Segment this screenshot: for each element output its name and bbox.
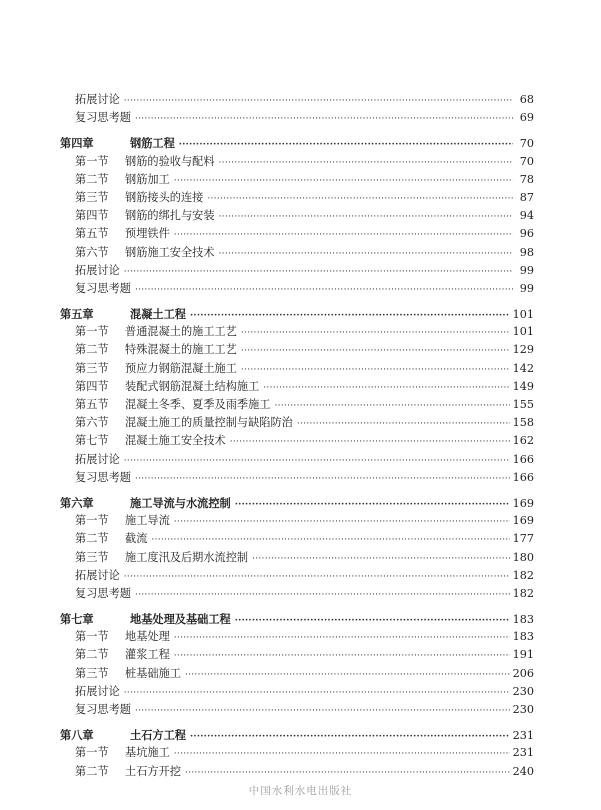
page-number: 78 (519, 172, 534, 186)
toc-entry[interactable]: 复习思考题 ····· 230 (60, 701, 534, 719)
chapter-number: 第六章 (60, 495, 94, 510)
page-number: 191 (512, 648, 534, 662)
chapter-title: 施工导流与水流控制 (130, 495, 231, 510)
dot-leader (174, 226, 513, 244)
dot-leader (174, 172, 513, 190)
toc-section[interactable]: 第二节 灌浆工程 ····· 191 (60, 646, 534, 664)
dot-leader (135, 586, 510, 604)
toc-section[interactable]: 第一节 基坑施工 ····· 231 (60, 744, 534, 762)
toc-section[interactable]: 第三节 钢筋接头的连接 ····· 87 (60, 189, 534, 207)
dot-leader (174, 513, 510, 531)
toc-section[interactable]: 第七节 混凝土施工安全技术 ····· 162 (60, 432, 534, 450)
dot-leader (219, 245, 513, 263)
dot-leader (297, 415, 510, 433)
toc-section[interactable]: 第五节 混凝土冬季、夏季及雨季施工 ····· 155 (60, 396, 534, 414)
page-number: 166 (512, 452, 534, 466)
page-number: 149 (512, 379, 534, 393)
page-number: 99 (519, 281, 534, 295)
page-number: 70 (519, 137, 534, 151)
toc-entry[interactable]: 拓展讨论 ····· 182 (60, 567, 534, 585)
chapter-title: 混凝土工程 (130, 307, 186, 322)
toc-section[interactable]: 第二节 土石方开挖 ····· 240 (60, 763, 534, 781)
dot-leader (274, 397, 509, 415)
dot-leader (241, 324, 510, 342)
page-number: 231 (512, 729, 534, 743)
toc-section[interactable]: 第三节 施工度汛及后期水流控制 ····· 180 (60, 549, 534, 567)
toc-entry[interactable]: 复习思考题 ····· 69 (60, 109, 534, 127)
toc-section[interactable]: 第四节 钢筋的绑扎与安装 ····· 94 (60, 207, 534, 225)
toc-section[interactable]: 第一节 普通混凝土的施工工艺 ····· 101 (60, 323, 534, 341)
dot-leader (219, 208, 513, 226)
dot-leader (179, 136, 513, 154)
page-number: 230 (512, 703, 534, 716)
page-number: 68 (519, 93, 534, 106)
chapter-title: 土石方工程 (130, 728, 186, 743)
dot-leader (235, 612, 510, 630)
chapter-heading[interactable] (60, 610, 534, 628)
dot-leader (151, 531, 509, 549)
page-number: 183 (512, 613, 534, 627)
page-number: 162 (512, 434, 534, 448)
toc-entry[interactable]: 复习思考题 ····· 182 (60, 585, 534, 603)
dot-leader (124, 263, 513, 281)
chapter-title: 地基处理及基础工程 (130, 612, 231, 627)
page-number: 166 (512, 470, 534, 484)
dot-leader (252, 550, 510, 568)
chapter-number: 第八章 (60, 728, 94, 743)
toc-entry[interactable]: 复习思考题 ····· 166 (60, 469, 534, 487)
page-number: 182 (512, 568, 534, 582)
page-number: 87 (519, 190, 534, 204)
table-of-contents (60, 91, 534, 781)
page-number: 94 (519, 209, 534, 223)
chapter-number: 第五章 (60, 307, 94, 322)
chapter-number: 第四章 (60, 136, 94, 151)
dot-leader (135, 702, 510, 720)
dot-leader (185, 764, 510, 782)
page-number: 96 (519, 227, 534, 241)
dot-leader (135, 470, 510, 488)
dot-leader (124, 92, 513, 110)
page-number: 231 (512, 746, 534, 760)
chapter-heading[interactable] (60, 494, 534, 512)
page-number: 169 (512, 514, 534, 528)
dot-leader (263, 379, 509, 397)
page-number: 180 (512, 550, 534, 564)
page-number: 101 (512, 325, 534, 339)
dot-leader (174, 647, 510, 665)
toc-section[interactable]: 第三节 桩基础施工 ····· 206 (60, 665, 534, 683)
toc-section[interactable]: 第六节 钢筋施工安全技术 ····· 98 (60, 244, 534, 262)
dot-leader (190, 728, 510, 746)
chapter-title: 钢筋工程 (130, 136, 175, 151)
chapter-heading[interactable] (60, 726, 534, 744)
page-number: 177 (512, 532, 534, 546)
page-number: 99 (519, 263, 534, 277)
dot-leader (219, 154, 513, 172)
page-number: 230 (512, 684, 534, 698)
toc-section[interactable]: 第六节 混凝土施工的质量控制与缺陷防治 ····· 158 (60, 414, 534, 432)
publisher-footer: 中国水利水电出版社 (248, 785, 353, 797)
dot-leader (135, 281, 513, 299)
dot-leader (235, 496, 510, 514)
dot-leader (241, 342, 510, 360)
dot-leader (241, 361, 510, 379)
dot-leader (124, 452, 510, 470)
toc-section[interactable]: 第二节 截流 ····· 177 (60, 530, 534, 548)
toc-section[interactable]: 第三节 预应力钢筋混凝土施工 ····· 142 (60, 360, 534, 378)
page-number: 101 (512, 308, 534, 322)
page-number: 183 (512, 630, 534, 644)
chapter-number: 第七章 (60, 612, 94, 627)
page-number: 155 (512, 398, 534, 411)
dot-leader (185, 666, 510, 684)
page-number: 142 (512, 361, 534, 375)
page-number: 69 (519, 111, 534, 125)
dot-leader (230, 433, 510, 451)
page-number: 182 (512, 586, 534, 600)
page-number: 129 (512, 343, 534, 357)
toc-entry[interactable]: 拓展讨论 ····· 99 (60, 262, 534, 280)
toc-entry[interactable]: 拓展讨论 ····· 166 (60, 451, 534, 469)
page-number: 169 (512, 496, 534, 510)
dot-leader (124, 568, 510, 586)
chapter-heading[interactable] (60, 134, 534, 152)
page-number: 240 (512, 764, 534, 778)
toc-section[interactable]: 第四节 装配式钢筋混凝土结构施工 ····· 149 (60, 378, 534, 396)
toc-section[interactable]: 第一节 地基处理 ····· 183 (60, 628, 534, 646)
toc-entry[interactable]: 拓展讨论 ····· 230 (60, 683, 534, 701)
dot-leader (135, 110, 513, 128)
dot-leader (190, 307, 510, 325)
page-number: 70 (519, 154, 534, 168)
dot-leader (174, 745, 510, 763)
toc-entry[interactable]: 拓展讨论 ····· 68 (60, 91, 534, 109)
toc-section[interactable]: 第二节 钢筋加工 ····· 78 (60, 171, 534, 189)
chapter-heading[interactable] (60, 305, 534, 323)
page-number: 206 (512, 666, 534, 680)
dot-leader (207, 190, 513, 208)
page-number: 98 (519, 245, 534, 259)
toc-section[interactable]: 第一节 施工导流 ····· 169 (60, 512, 534, 530)
page-number: 158 (512, 416, 534, 430)
dot-leader (174, 629, 510, 647)
toc-section[interactable]: 第一节 钢筋的验收与配料 ····· 70 (60, 153, 534, 171)
dot-leader (124, 684, 510, 702)
toc-section[interactable]: 第五节 预埋铁件 ····· 96 (60, 225, 534, 243)
toc-section[interactable]: 第二节 特殊混凝土的施工工艺 ····· 129 (60, 341, 534, 359)
toc-entry[interactable]: 复习思考题 ····· 99 (60, 280, 534, 298)
